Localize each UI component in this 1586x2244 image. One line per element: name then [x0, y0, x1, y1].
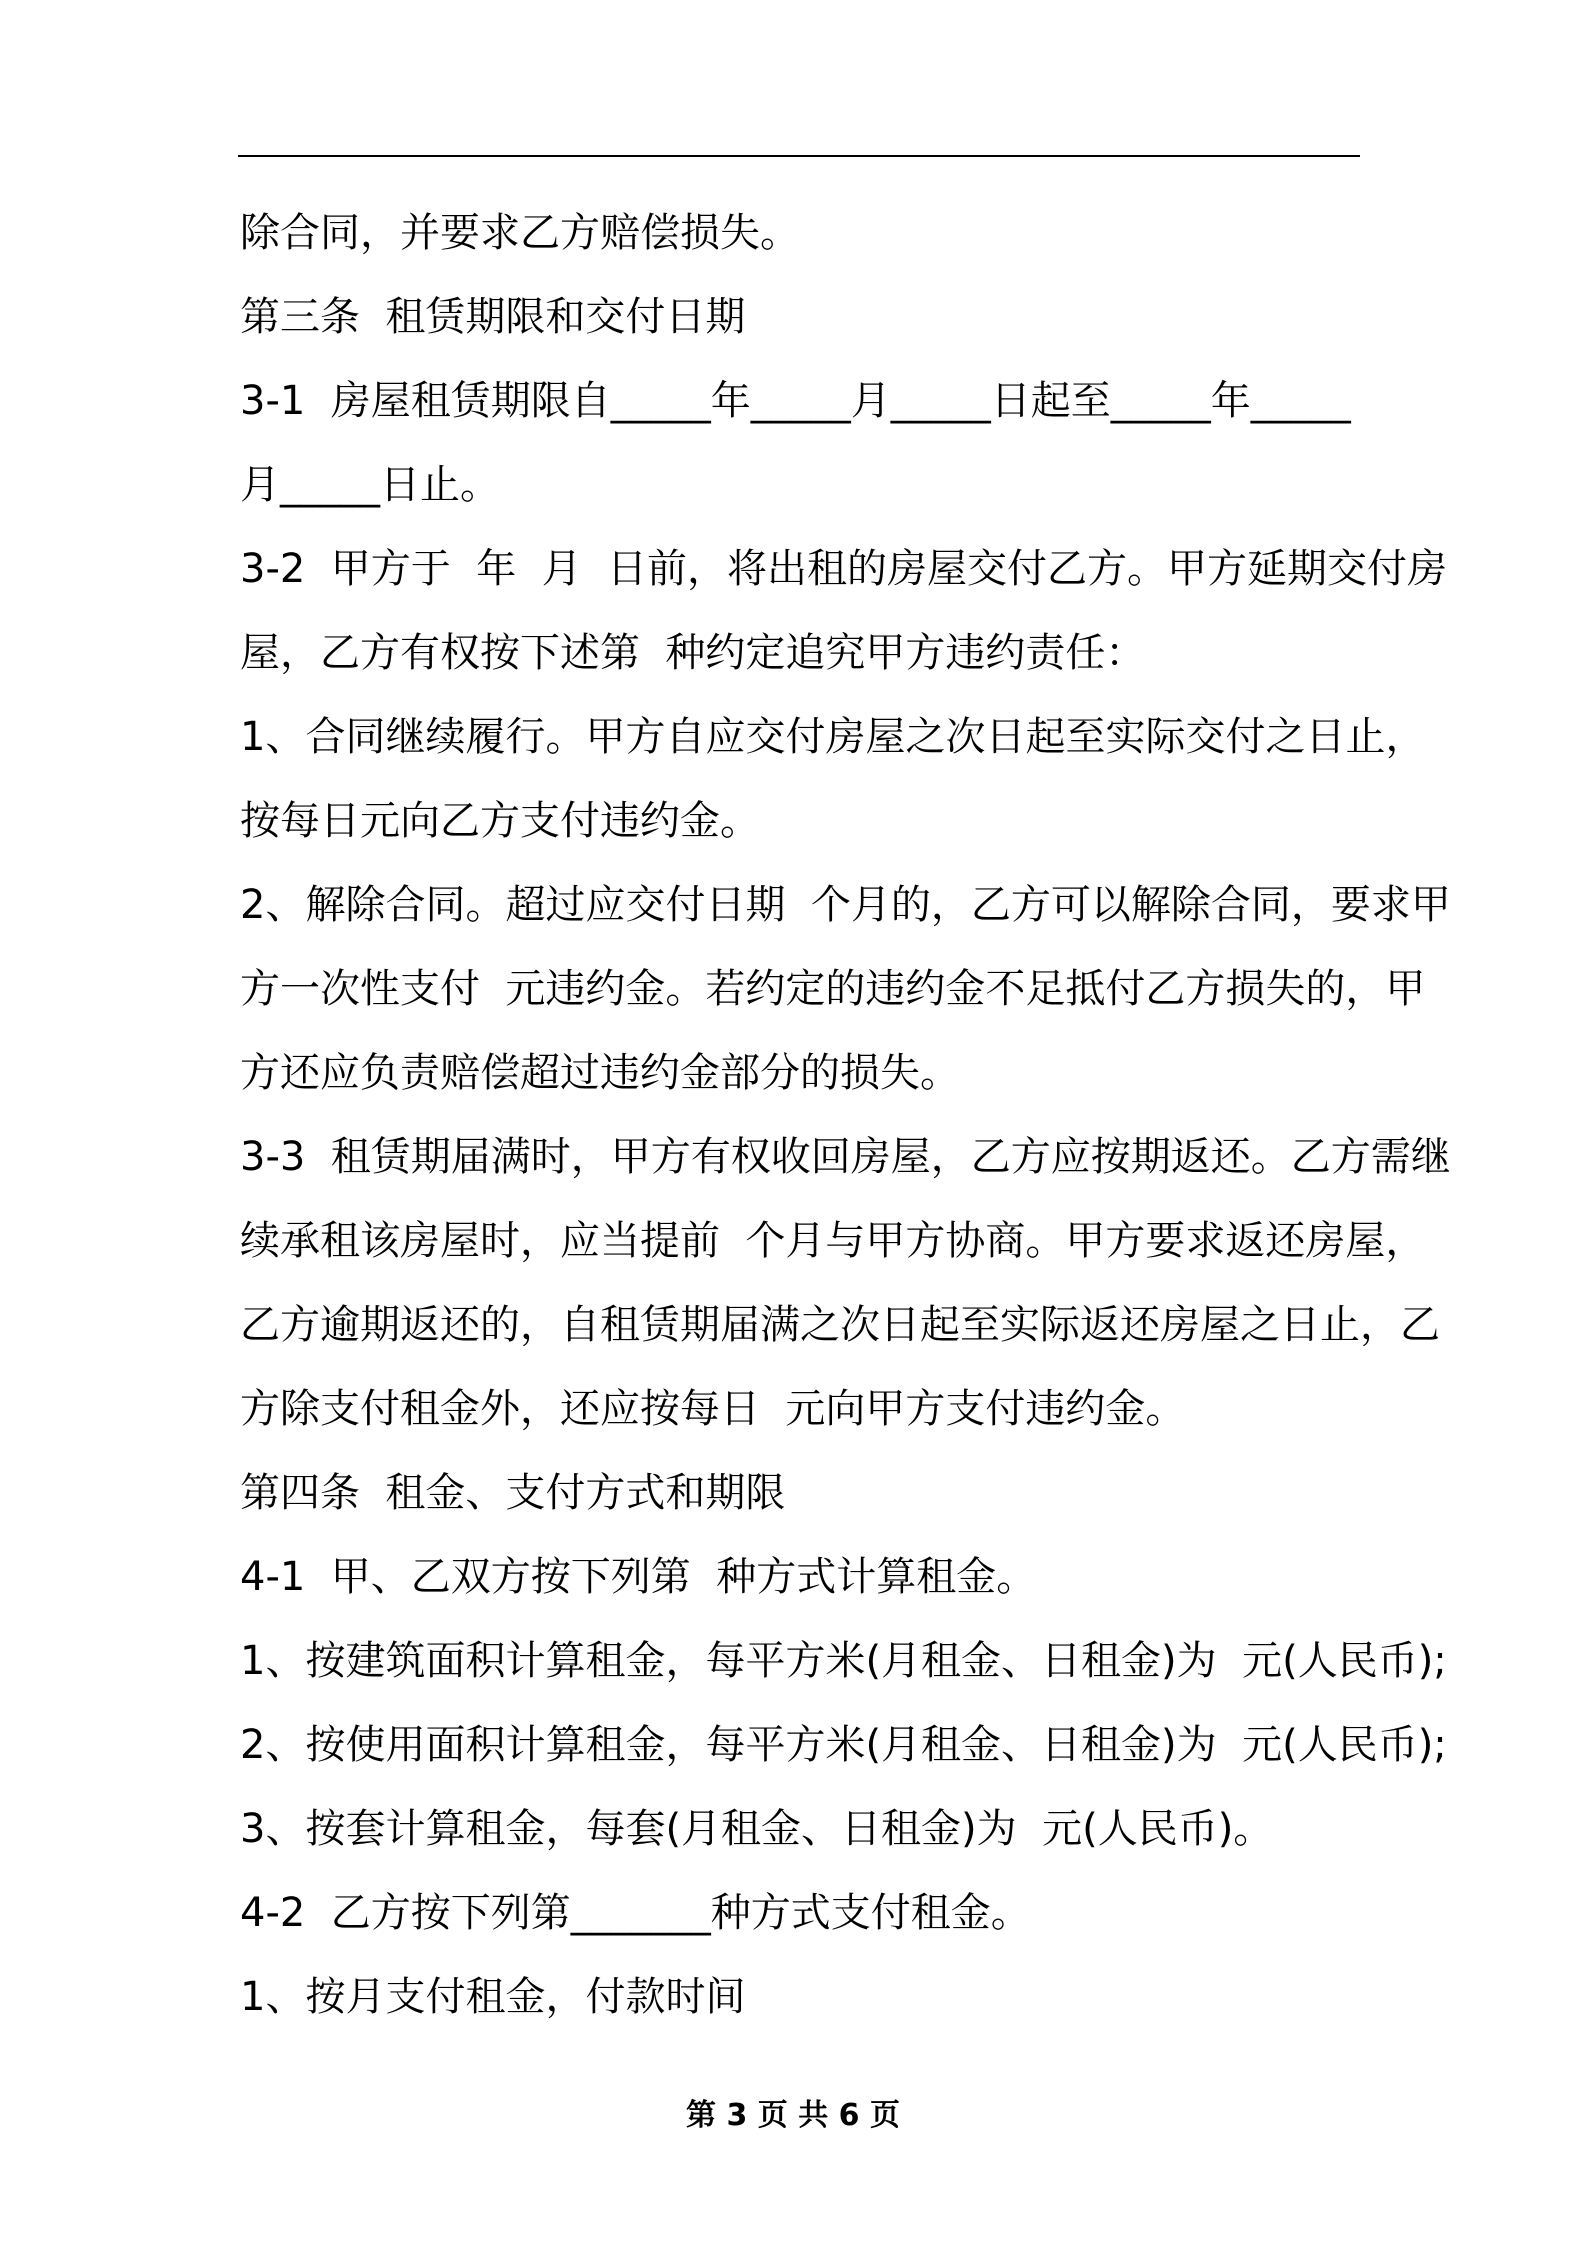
text-line: 3-1 房屋租赁期限自_____年_____月_____日起至_____年_____	[240, 378, 1351, 424]
text-line: 方一次性支付 元违约金。若约定的违约金不足抵付乙方损失的，甲	[240, 966, 1426, 1012]
text-line: 3-3 租赁期届满时，甲方有权收回房屋，乙方应按期返还。乙方需继	[240, 1134, 1451, 1180]
text-line: 按每日元向乙方支付违约金。	[240, 798, 760, 844]
text-line: 1、合同继续履行。甲方自应交付房屋之次日起至实际交付之日止，	[240, 714, 1426, 760]
text-line: 1、按建筑面积计算租金，每平方米(月租金、日租金)为 元(人民币);	[240, 1638, 1447, 1684]
text-line: 续承租该房屋时，应当提前 个月与甲方协商。甲方要求返还房屋，	[240, 1218, 1426, 1264]
text-line: 屋，乙方有权按下述第 种约定追究甲方违约责任：	[240, 630, 1146, 676]
text-line: 2、解除合同。超过应交付日期 个月的，乙方可以解除合同，要求甲	[240, 882, 1451, 928]
text-line: 3、按套计算租金，每套(月租金、日租金)为 元(人民币)。	[240, 1806, 1274, 1852]
text-line: 乙方逾期返还的，自租赁期届满之次日起至实际返还房屋之日止，乙	[240, 1302, 1440, 1348]
text-line: 1、按月支付租金，付款时间	[240, 1974, 746, 2020]
document-body	[240, 198, 1451, 2046]
text-line: 4-1 甲、乙双方按下列第 种方式计算租金。	[240, 1554, 1037, 1600]
header-divider	[238, 155, 1360, 157]
text-line: 除合同，并要求乙方赔偿损失。	[240, 210, 800, 256]
text-line: 2、按使用面积计算租金，每平方米(月租金、日租金)为 元(人民币);	[240, 1722, 1447, 1768]
text-line: 方除支付租金外，还应按每日 元向甲方支付违约金。	[240, 1386, 1186, 1432]
text-line: 3-2 甲方于 年 月 日前，将出租的房屋交付乙方。甲方延期交付房	[240, 546, 1448, 592]
text-line: 方还应负责赔偿超过违约金部分的损失。	[240, 1050, 960, 1096]
page-number: 第 3 页 共 6 页	[686, 2098, 900, 2133]
text-line: 4-2 乙方按下列第_______种方式支付租金。	[240, 1890, 1031, 1936]
text-line: 月_____日止。	[240, 462, 500, 508]
section-heading: 第三条 租赁期限和交付日期	[240, 294, 746, 340]
section-heading: 第四条 租金、支付方式和期限	[240, 1470, 786, 1516]
